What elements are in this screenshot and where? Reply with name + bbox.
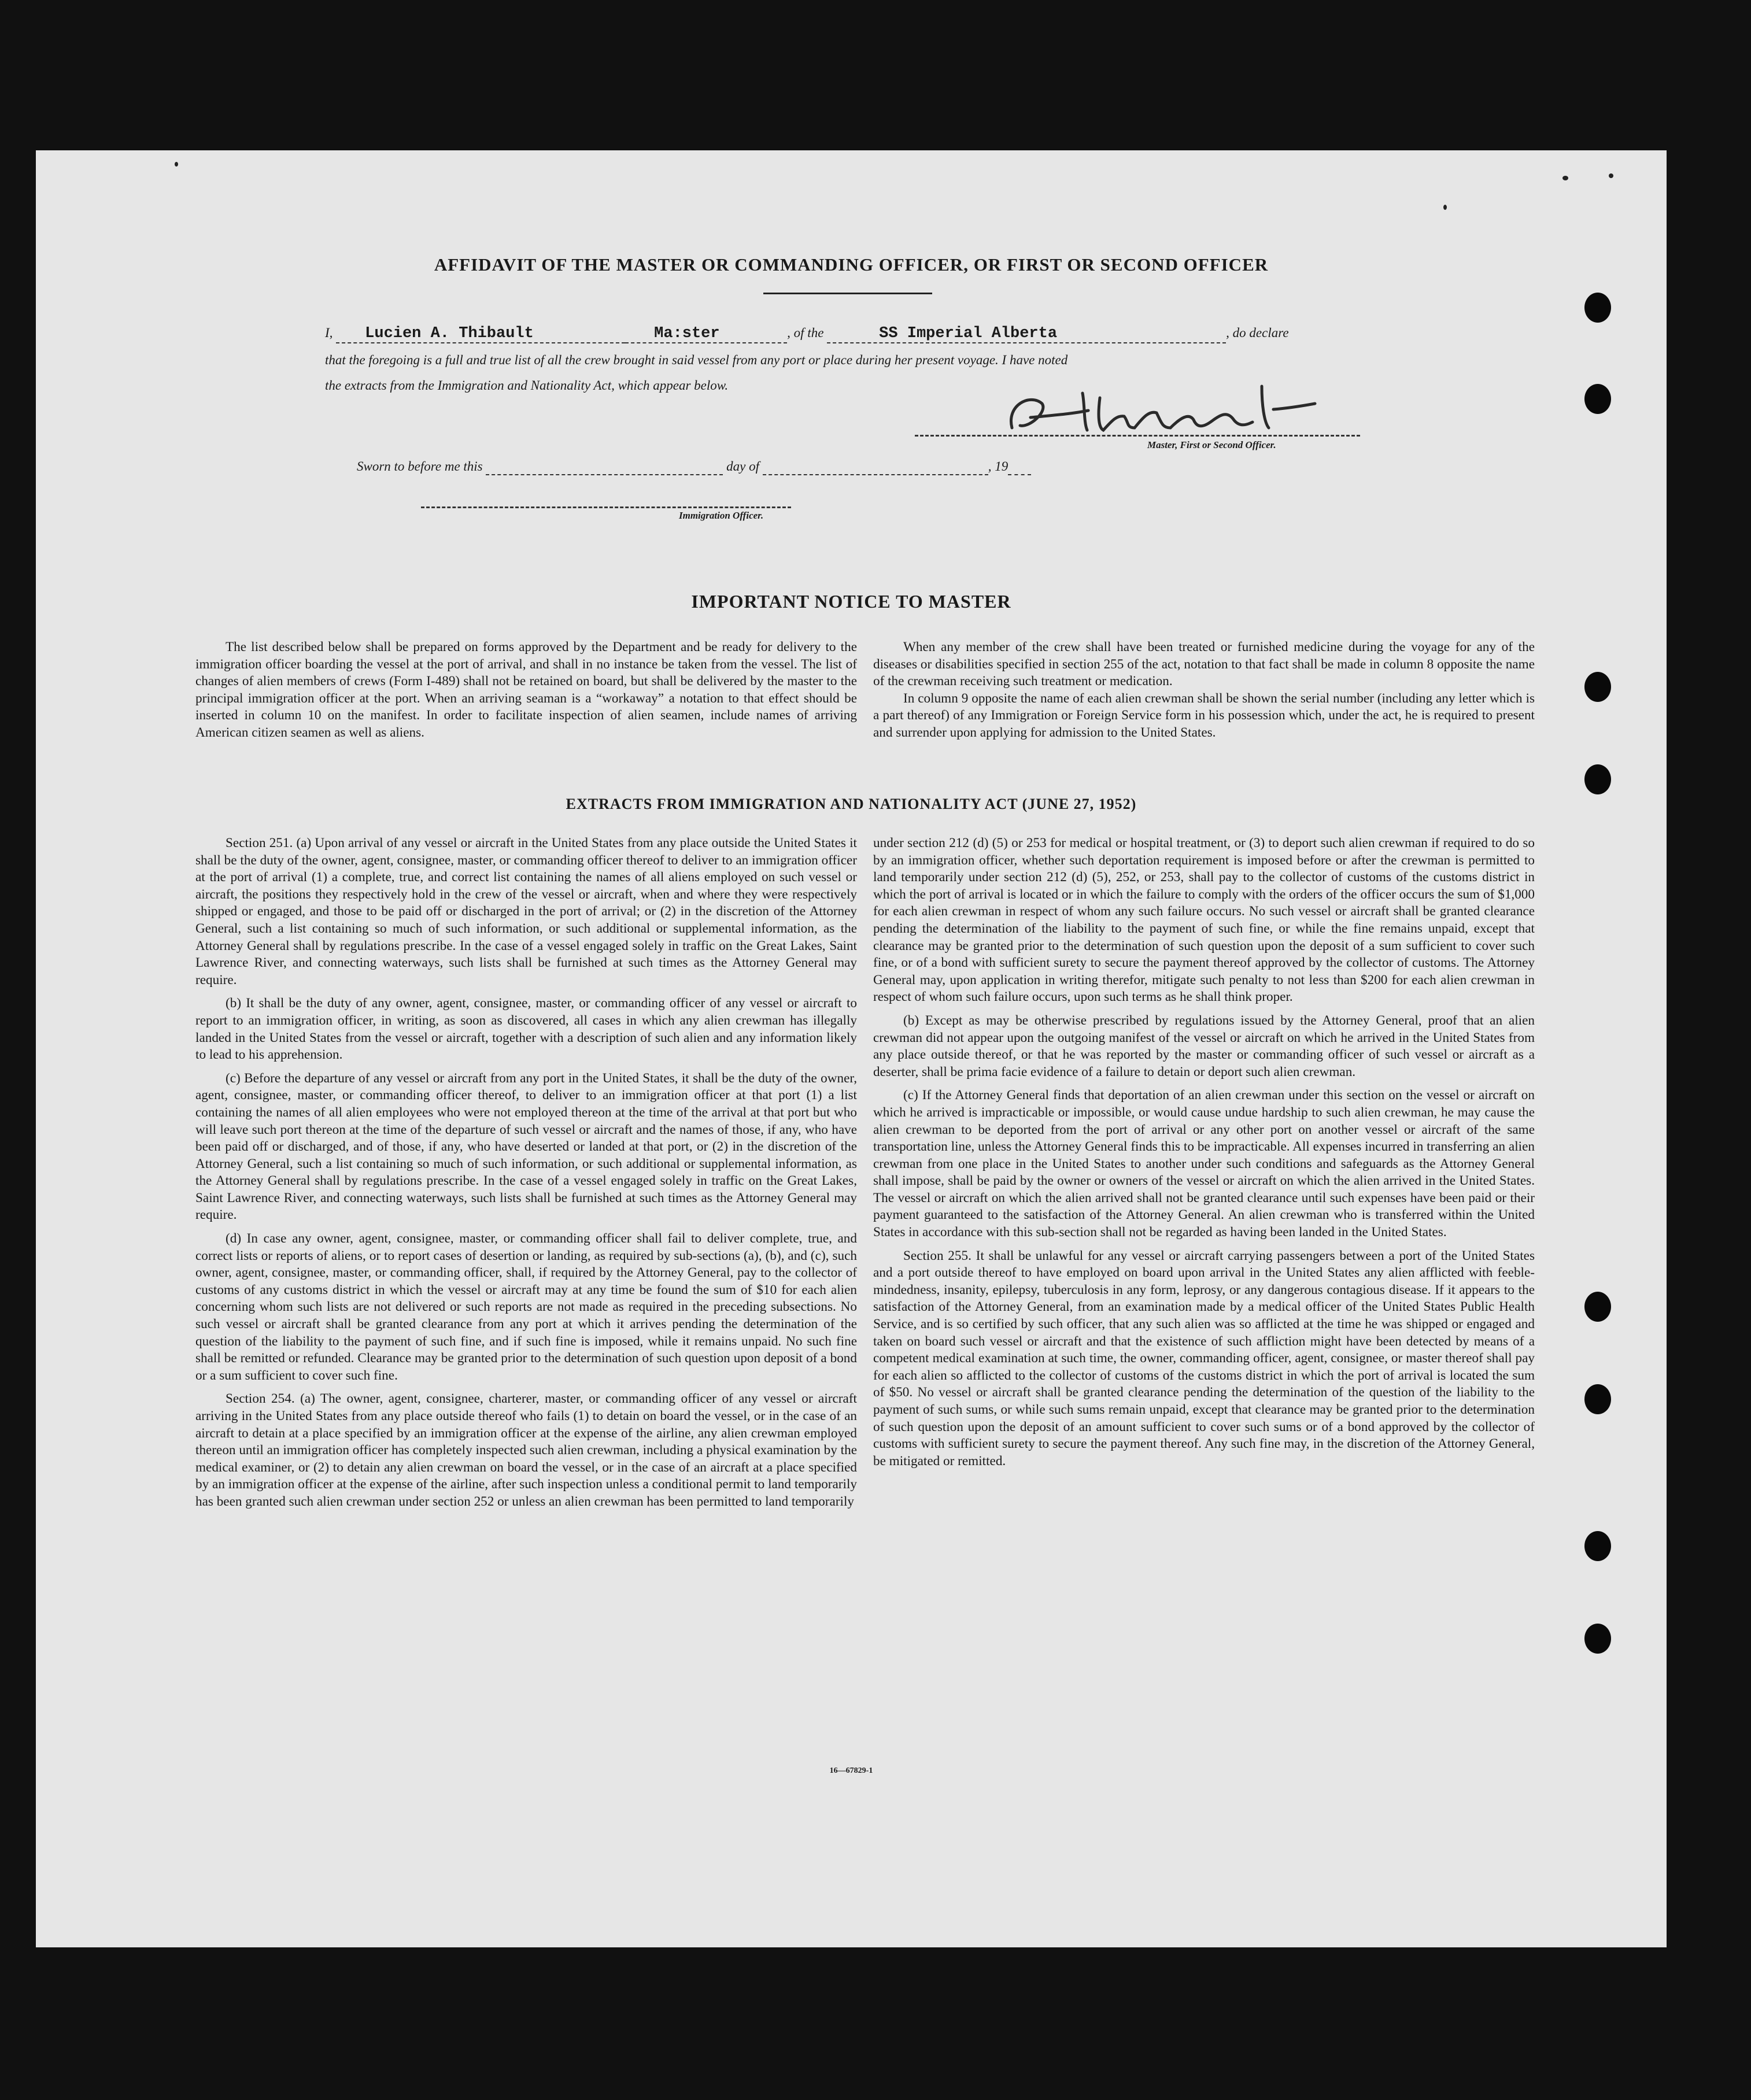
section-254a-cont: under section 212 (d) (5) or 253 for medical or hospital treatment, or (3) to deport such alien crewman if required to do so by an immigration officer, whether such deportation requirement is imposed before or after the crewman is permitted to land temporarily under section 212 (d) (5), 252, or 253, shall pay to the collector of customs of the customs district in which the port of arrival is located or in which the failure to comply with the orders of the officer occurs the sum of $1,000 for each alien crewman in respect of whom any such failure occurs. No such vessel or aircraft shall be granted clearance pending the determination of the liability to the payment of such fine, or while the fine remains unpaid, except that clearance may be granted prior to the determination of such question upon the deposit of a sum sufficient to cover such fine, or of a bond with sufficient surety to secure the payment thereof approved by the collector of customs. The Attorney General may, upon application in writing therefor, mitigate such penalty to not less than $200 for each alien crewman in respect of whom such failure occurs, upon such terms as he shall think proper.: [873, 835, 1535, 1005]
section-251d: (d) In case any owner, agent, consignee, master, or commanding officer shall fail to deliver complete, true, and correct lists or reports of aliens, or to report cases of desertion or landing, as required by sub-sections (a), (b), and (c), such owner, agent, consignee, master, or commanding officer, shall, if required by the Attorney General, pay to the collector of customs of any customs district in which the vessel or aircraft may at any time be found the sum of $10 for each alien concerning whom such lists are not delivered or such reports are not made as required in the preceding subsections. No such vessel or aircraft shall be granted clearance from any port at which it arrives pending the determination of the question of the liability to the payment of such fine, and if such fine is imposed, while it remains unpaid. No such fine shall be remitted or refunded. Clearance may be granted prior to the determination of such question upon deposit of a bond or a sum sufficient to cover such fine.: [195, 1231, 857, 1383]
punch-hole: [1584, 1624, 1611, 1654]
notice-right-column: [873, 639, 1535, 742]
statement-line-1: that the foregoing is a full and true list of all the crew brought in said vessel from any port or place during her present voyage. I have noted: [325, 353, 1068, 367]
punch-hole: [1584, 672, 1611, 702]
extracts-right-column: [873, 835, 1535, 1476]
section-251a: Section 251. (a) Upon arrival of any vessel or aircraft in the United States from any place outside the United States it shall be the duty of the owner, agent, consignee, master, or commanding officer thereof to deliver to an immigration officer at the port of arrival (1) a complete, true, and correct list containing the names of all aliens employed on such vessel or aircraft, the positions they respectively hold in the crew of the vessel or aircraft, when and where they were respectively shipped or engaged, and those to be paid off or discharged in the port of arrival; or (2) in the discretion of the Attorney General, such a list containing so much of such information, or such additional or supplemental information, as the Attorney General shall by regulations prescribe. In the case of a vessel engaged solely in traffic on the Great Lakes, Saint Lawrence River, and connecting waterways, such lists shall be furnished at such times as the Attorney General may require.: [195, 835, 857, 988]
sworn-day-field: [486, 459, 723, 475]
speck: [1562, 176, 1568, 180]
extracts-left-column: [195, 835, 857, 1517]
master-signature: [961, 370, 1331, 451]
signature-caption: Master, First or Second Officer.: [1147, 439, 1276, 450]
vessel-name: SS Imperial Alberta: [879, 325, 1058, 342]
section-251c: (c) Before the departure of any vessel or aircraft from any port in the United States, it shall be the duty of the owner, agent, consignee, master, or commanding officer thereof, to deliver to an immigration officer at that port (1) a list containing the names of all alien employees who were not employed thereon at the time of the arrival at that port but who will leave such port thereon at the time of the departure of such vessel or aircraft and the names of those, if any, who have been paid off or discharged, and of those, if any, who have deserted or landed at that port, or (2) in the discretion of the Attorney General, such a list containing so much of such information, or such additional or supplemental information, as the Attorney General shall by regulations prescribe. In the case of a vessel engaged solely in traffic on the Great Lakes, Saint Lawrence River, and connecting waterways, such lists shall be furnished at such times as the Attorney General may require.: [195, 1070, 857, 1223]
punch-hole: [1584, 764, 1611, 794]
immigration-officer-line: [421, 506, 791, 508]
notice-paragraph: In column 9 opposite the name of each alien crewman shall be shown the serial number (including any letter which is a part thereof) of any Immigration or Foreign Service form in his possession which, under the act, he is required to present and surrender upon applying for admission to the United States.: [873, 690, 1535, 740]
speck: [1609, 173, 1613, 178]
speck: [175, 162, 178, 167]
rank: Ma:ster: [654, 325, 720, 342]
rank-field: [625, 325, 787, 343]
punch-hole: [1584, 1531, 1611, 1561]
sworn-month-field: [763, 459, 988, 475]
form-number: 16—67829-1: [829, 1766, 873, 1775]
do-declare-label: , do declare: [1226, 326, 1289, 340]
statement-line-2: the extracts from the Immigration and Nationality Act, which appear below.: [325, 378, 729, 393]
document-page: [36, 150, 1667, 1947]
vessel-field: [827, 325, 1226, 343]
of-the-label: , of the: [787, 326, 824, 340]
section-251b: (b) It shall be the duty of any owner, agent, consignee, master, or commanding officer of any vessel or aircraft to report to an immigration officer, in writing, as soon as discovered, all cases in which any alien crewman has illegally landed in the United States from the vessel or aircraft, together with a description of such alien and any information likely to lead to his apprehension.: [195, 996, 857, 1063]
year-label: , 19: [988, 459, 1009, 474]
sworn-year-field: [1008, 459, 1031, 475]
notice-title: IMPORTANT NOTICE TO MASTER: [691, 591, 1011, 612]
affidavit-title: AFFIDAVIT OF THE MASTER OR COMMANDING OFFICER, OR FIRST OR SECOND OFFICER: [434, 254, 1269, 275]
section-255: Section 255. It shall be unlawful for any vessel or aircraft carrying passengers between a port of the United States and a port outside thereof to have employed on board upon arrival in the United States any alien afflicted with feeble-mindedness, insanity, epilepsy, tuberculosis in any form, leprosy, or any dangerous contagious disease. If it appears to the satisfaction of the Attorney General, from an examination made by a medical officer of the United States Public Health Service, and is so certified by such officer, that any such alien was so afflicted at the time he was shipped or engaged and taken on board such vessel or aircraft and that the existence of such affliction might have been detected by means of a competent medical examination at such time, the owner, commanding officer, agent, consignee, or master thereof shall pay for each alien so afflicted to the collector of customs of the customs district in which the port of arrival is located the sum of $50. No vessel or aircraft shall be granted clearance pending the determination of the question of the liability to the payment of such sums, or while such sums remain unpaid, except that clearance may be granted prior to the determination of such question upon the deposit of an amount sufficient to cover such sums or of a bond approved by the collector of customs with sufficient surety to secure the payment thereof. Any such fine may, in the discretion of the Attorney General, be mitigated or remitted.: [873, 1248, 1535, 1469]
section-254c: (c) If the Attorney General finds that deportation of an alien crewman under this section on the vessel or aircraft on which he arrived is impracticable or impossible, or would cause undue hardship to such alien crewman, he may cause the alien crewman to be deported from the port of arrival or any other port on another vessel or aircraft of the same transportation line, unless the Attorney General finds this to be impracticable. All expenses incurred in transferring an alien crewman from one place in the United States to another under such conditions and safeguards as the Attorney General shall impose, shall be paid by the owner or owners of the vessel or aircraft on which the alien arrived in the United States. The vessel or aircraft on which the alien arrived shall not be granted clearance until such expenses have been paid or their payment guaranteed to the satisfaction of the Attorney General. An alien crewman who is transferred within the United States in accordance with this sub-section shall not be regarded as having been landed in the United States.: [873, 1088, 1535, 1240]
punch-hole: [1584, 1292, 1611, 1322]
day-of-label: day of: [726, 459, 759, 474]
punch-hole: [1584, 293, 1611, 323]
punch-hole: [1584, 384, 1611, 414]
immigration-officer-caption: Immigration Officer.: [679, 510, 764, 521]
punch-hole: [1584, 1384, 1611, 1414]
title-rule: [763, 293, 932, 294]
notice-paragraph: When any member of the crew shall have been treated or furnished medicine during the voyage for any of the diseases or disabilities specified in section 255 of the act, notation to that fact shall be made in column 8 opposite the name of the crewman receiving such treatment or medication.: [873, 639, 1535, 689]
notice-left-column: [195, 639, 857, 742]
speck: [1443, 205, 1447, 210]
extracts-title: EXTRACTS FROM IMMIGRATION AND NATIONALITY ACT (JUNE 27, 1952): [566, 796, 1137, 812]
notice-paragraph: The list described below shall be prepared on forms approved by the Department and be ready for delivery to the immigration officer boarding the vessel at the port of arrival, and shall in no instance be taken from the vessel. The list of changes of alien members of crews (Form I-489) shall not be retained on board, but shall be delivered by the master to the principal immigration officer at the port. When an arriving seaman is a “workaway” a notation to that effect should be inserted in column 10 on the manifest. In order to facilitate inspection of alien seamen, include names of arriving American citizen seamen as well as aliens.: [195, 639, 857, 740]
officer-name: Lucien A. Thibault: [365, 325, 534, 342]
i-label: I,: [325, 326, 333, 340]
declaration-line: [325, 325, 1401, 343]
section-254b: (b) Except as may be otherwise prescribed by regulations issued by the Attorney General, proof that an alien crewman did not appear upon the outgoing manifest of the vessel or aircraft on which he arrived in the United States from any place outside thereof, or that he was reported by the master or commanding officer of such vessel or aircraft as a deserter, shall be prima facie evidence of a failure to detain or deport such alien crewman.: [873, 1012, 1535, 1079]
section-254a: Section 254. (a) The owner, agent, consignee, charterer, master, or commanding officer of any vessel or aircraft arriving in the United States from any place outside thereof who fails (1) to detain on board the vessel, or in the case of an aircraft to detain at a place specified by an immigration officer at the expense of the airline, any alien crewman employed thereon until an immigration officer has completely inspected such alien crewman, including a physical examination by the medical examiner, or (2) to detain any alien crewman on board the vessel, or in the case of an aircraft at a place specified by an immigration officer at the expense of the airline, after such inspection unless a conditional permit to land temporarily has been granted such alien crewman under section 252 or unless an alien crewman has been permitted to land temporarily: [195, 1391, 857, 1509]
signature-line: [915, 435, 1360, 437]
sworn-line: [357, 459, 1031, 475]
sworn-label: Sworn to before me this: [357, 459, 483, 474]
officer-name-field: [336, 325, 625, 343]
